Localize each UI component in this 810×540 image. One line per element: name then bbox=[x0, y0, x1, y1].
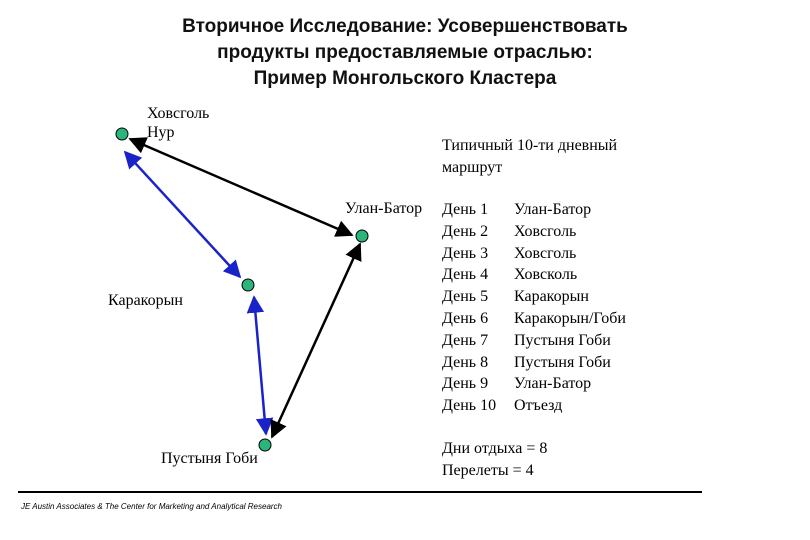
label-gobi: Пустыня Гоби bbox=[161, 450, 258, 467]
itinerary-place: Ховсколь bbox=[514, 266, 578, 284]
itinerary-day: День 8 bbox=[442, 353, 489, 371]
itinerary-day: День 3 bbox=[442, 244, 489, 262]
itinerary-day: День 10 bbox=[442, 397, 497, 415]
itinerary-place: Ховсголь bbox=[514, 222, 577, 240]
footer-credit: JE Austin Associates & The Center for Marketing and Analytical Research bbox=[21, 502, 283, 511]
route-intro-line-2: маршрут bbox=[442, 159, 503, 176]
itinerary-day: День 6 bbox=[442, 309, 489, 327]
title-line-2: продукты предоставляемые отраслью: bbox=[217, 42, 593, 63]
label-khovsgol bbox=[147, 104, 209, 142]
label-ulaanbaatar: Улан-Батор bbox=[345, 200, 423, 217]
edge-khovsgol-karakorum bbox=[125, 152, 240, 277]
itinerary-row bbox=[442, 221, 626, 243]
flights-count: Перелеты = 4 bbox=[442, 462, 534, 479]
node-ulaanbaatar bbox=[356, 230, 368, 242]
itinerary-place: Каракорын bbox=[514, 288, 589, 306]
node-gobi bbox=[259, 439, 271, 451]
itinerary-row bbox=[442, 330, 626, 352]
itinerary-day: День 2 bbox=[442, 222, 489, 240]
edge-karakorum-gobi bbox=[254, 297, 266, 434]
itinerary-day: День 9 bbox=[442, 375, 489, 393]
route-intro-line-1: Типичный 10-ти дневный bbox=[442, 137, 618, 154]
itinerary-day: День 4 bbox=[442, 266, 489, 284]
node-khovsgol bbox=[116, 128, 128, 140]
itinerary-row bbox=[442, 286, 626, 308]
title-line-3: Пример Монгольского Кластера bbox=[253, 68, 557, 89]
label-khovsgol-line-1: Ховсголь bbox=[147, 105, 210, 122]
label-khovsgol-line-2: Нур bbox=[147, 124, 175, 141]
edge-khovsgol-ulaanbaatar bbox=[130, 139, 352, 235]
title-line-1: Вторичное Исследование: Усовершенствовать bbox=[182, 16, 628, 37]
itinerary-place: Улан-Батор bbox=[514, 201, 592, 218]
edge-gobi-ulaanbaatar bbox=[272, 244, 360, 437]
route-intro bbox=[442, 135, 617, 179]
rest-days: Дни отдыха = 8 bbox=[442, 440, 548, 457]
itinerary-day: День 7 bbox=[442, 331, 489, 349]
itinerary-place: Ховсголь bbox=[514, 244, 577, 262]
itinerary-row bbox=[442, 395, 626, 417]
itinerary-row bbox=[442, 308, 626, 330]
itinerary-day: День 5 bbox=[442, 288, 489, 306]
itinerary-place: Отъезд bbox=[514, 397, 563, 415]
node-karakorum bbox=[242, 279, 254, 291]
itinerary-place: Пустыня Гоби bbox=[514, 331, 611, 349]
itinerary-day: День 1 bbox=[442, 201, 489, 218]
itinerary-row bbox=[442, 199, 626, 221]
trip-stats bbox=[442, 438, 547, 482]
itinerary-row bbox=[442, 352, 626, 374]
footer-divider bbox=[18, 491, 702, 493]
label-karakorum: Каракорын bbox=[108, 292, 183, 309]
itinerary-row bbox=[442, 264, 626, 286]
itinerary-row bbox=[442, 243, 626, 265]
itinerary-place: Улан-Батор bbox=[514, 375, 592, 393]
itinerary-place: Каракорын/Гоби bbox=[514, 309, 626, 327]
itinerary-list bbox=[442, 199, 626, 417]
itinerary-place: Пустыня Гоби bbox=[514, 353, 611, 371]
itinerary-row bbox=[442, 373, 626, 395]
